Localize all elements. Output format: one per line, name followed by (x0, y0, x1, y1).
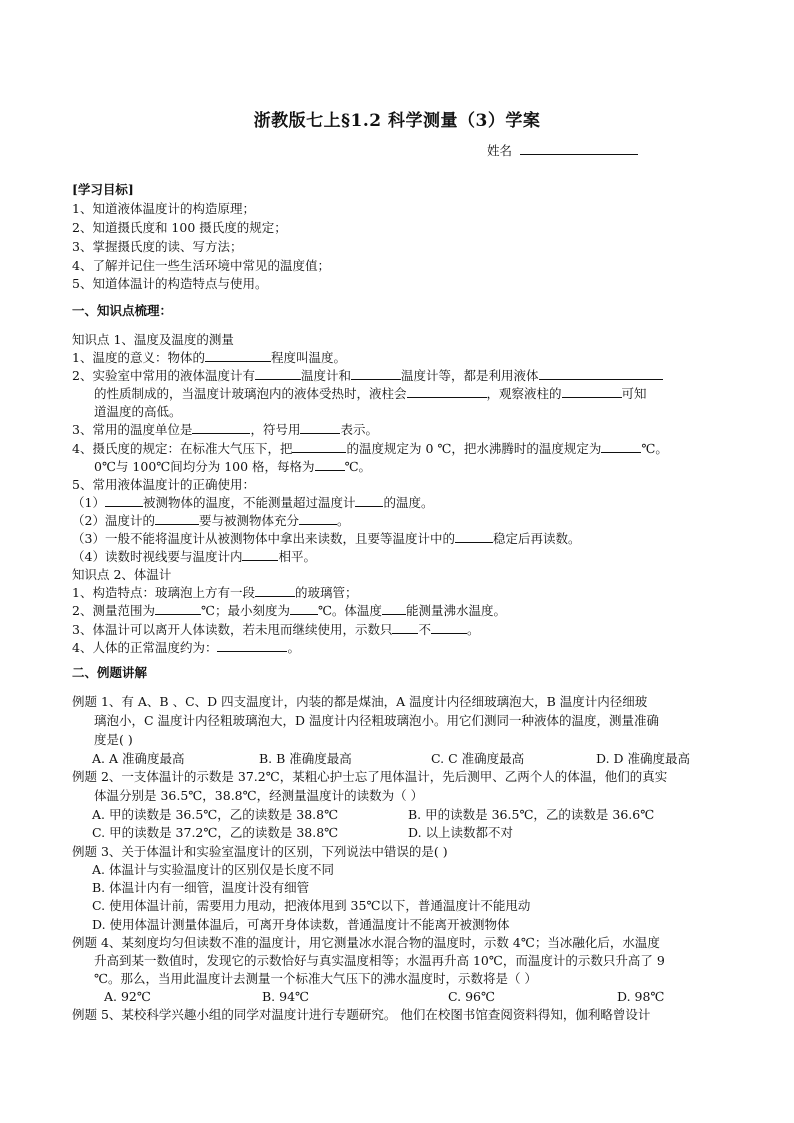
kp1-line-2b: 的性质制成的，当温度计玻璃泡内的液体受热时，液柱会 ，观察液柱的 可知 (94, 386, 647, 401)
blank[interactable] (242, 548, 278, 561)
blank[interactable] (155, 512, 199, 525)
blank[interactable] (431, 621, 467, 634)
objective-item: 4、了解并记住一些生活环境中常见的温度值； (72, 258, 330, 273)
example-4-option-a: A. 92℃ (104, 989, 151, 1004)
example-4-option-b: B. 94℃ (262, 989, 310, 1004)
example-4-line: 例题 4、某刻度均匀但读数不准的温度计，用它测量冰水混合物的温度时，示数 4℃；当冰融化后，水温度 (72, 935, 660, 950)
example-1-option-d: D. D 准确度最高 (596, 751, 691, 766)
blank[interactable] (300, 421, 340, 434)
kp1-line-5d: （4）读数时视线要与温度计内 相平。 (72, 549, 316, 564)
blank[interactable] (192, 421, 250, 434)
example-1-option-c: C. C 准确度最高 (431, 751, 525, 766)
example-4-line: 升高到某一数值时，发现它的示数恰好与真实温度相等；水温再升高 10℃，而温度计的示数只升高了 9 (94, 953, 665, 968)
blank[interactable] (255, 584, 295, 597)
example-1-option-b: B. B 准确度最高 (259, 751, 352, 766)
example-2-option-d: D. 以上读数都不对 (408, 825, 514, 840)
kp1-line-5a: （1） 被测物体的温度，不能测量超过温度计 的温度。 (72, 495, 434, 510)
kp1-line-5b: （2）温度计的 要与被测物体充分 。 (72, 513, 350, 528)
example-4-option-d: D. 98℃ (617, 989, 665, 1004)
kp2-line-1: 1、构造特点：玻璃泡上方有一段 的玻璃管； (72, 585, 358, 600)
kp1-line-5c: （3）一般不能将温度计从被测物体中拿出来读数，且要等温度计中的 稳定后再读数。 (72, 531, 581, 546)
example-2-option-a: A. 甲的读数是 36.5℃，乙的读数是 38.8℃ (92, 807, 339, 822)
kp1-line-4b: 0℃与 100℃间均分为 100 格，每格为 ℃。 (94, 459, 372, 474)
objective-item: 1、知道液体温度计的构造原理； (72, 201, 255, 216)
blank[interactable] (601, 440, 641, 453)
kp2-title: 知识点 2、体温计 (72, 567, 172, 582)
name-label: 姓名 (487, 143, 513, 158)
kp1-line-2c: 道温度的高低。 (94, 404, 182, 419)
blank[interactable] (217, 639, 287, 652)
kp1-line-4: 4、摄氏度的规定：在标准大气压下，把 的温度规定为 0 ℃，把水沸腾时的温度规定为 ℃。 (72, 441, 668, 456)
section1-heading: 一、知识点梳理： (72, 303, 173, 318)
kp1-line-2: 2、实验室中常用的液体温度计有 温度计和 温度计等，都是利用液体 (72, 367, 663, 384)
blank[interactable] (255, 367, 301, 380)
blank[interactable] (290, 602, 318, 615)
blank[interactable] (539, 367, 663, 380)
blank[interactable] (299, 512, 337, 525)
example-5-line: 例题 5、某校科学兴趣小组的同学对温度计进行专题研究。 他们在校图书馆查阅资料得知，伽利略曾设计 (72, 1007, 651, 1022)
example-2-option-b: B. 甲的读数是 36.5℃，乙的读数是 36.6℃ (408, 807, 655, 822)
blank[interactable] (392, 621, 418, 634)
example-3-option-a: A. 体温计与实验温度计的区别仅是长度不同 (92, 862, 334, 877)
example-3-option-d: D. 使用体温计测量体温后，可离开身体读数，普通温度计不能离开被测物体 (92, 917, 510, 932)
objective-item: 3、掌握摄氏度的读、写方法； (72, 239, 243, 254)
kp1-title: 知识点 1、温度及温度的测量 (72, 332, 234, 347)
blank[interactable] (292, 440, 346, 453)
example-1-line: 度是( ) (94, 732, 133, 747)
example-1-line: 璃泡小，C 温度计内径粗玻璃泡大，D 温度计内径粗玻璃泡小。用它们测同一种液体的温度，测量准确 (94, 713, 660, 728)
name-field-row (487, 141, 638, 159)
example-2-option-c: C. 甲的读数是 37.2℃，乙的读数是 38.8℃ (92, 825, 339, 840)
blank[interactable] (105, 494, 143, 507)
example-2-line: 体温分别是 36.5℃，38.8℃，经测量温度计的读数为（ ） (94, 788, 424, 803)
example-3-option-c: C. 使用体温计前，需要用力甩动，把液体甩到 35℃以下，普通温度计不能甩动 (92, 898, 531, 913)
objectives-heading: [学习目标] (72, 182, 134, 197)
blank[interactable] (155, 602, 201, 615)
example-4-line: ℃。那么，当用此温度计去测量一个标准大气压下的沸水温度时，示数将是（ ） (94, 971, 537, 986)
blank[interactable] (205, 349, 271, 362)
blank[interactable] (455, 530, 493, 543)
kp1-line-5: 5、常用液体温度计的正确使用： (72, 477, 255, 492)
blank[interactable] (407, 385, 487, 398)
example-3-line: 例题 3、关于体温计和实验室温度计的区别，下列说法中错误的是( ) (72, 844, 448, 859)
blank[interactable] (382, 602, 406, 615)
blank[interactable] (562, 385, 622, 398)
kp1-line-1: 1、温度的意义：物体的 程度叫温度。 (72, 350, 346, 365)
name-blank[interactable] (520, 141, 638, 155)
blank[interactable] (355, 494, 383, 507)
example-4-option-c: C. 96℃ (448, 989, 495, 1004)
section2-heading: 二、例题讲解 (72, 665, 148, 680)
page-title: 浙教版七上§1.2 科学测量（3）学案 (253, 111, 541, 131)
example-1-line: 例题 1、有 A、B 、C、D 四支温度计，内装的都是煤油，A 温度计内径细玻璃泡大，B 温度计内径细玻 (72, 694, 648, 709)
blank[interactable] (351, 367, 401, 380)
objective-item: 5、知道体温计的构造特点与使用。 (72, 276, 268, 291)
objective-item: 2、知道摄氏度和 100 摄氏度的规定； (72, 220, 287, 235)
kp2-line-2: 2、测量范围为 ℃；最小刻度为 ℃。体温度 能测量沸水温度。 (72, 603, 506, 618)
example-1-option-a: A. A 准确度最高 (92, 751, 185, 766)
kp1-line-3: 3、常用的温度单位是 ，符号用 表示。 (72, 422, 378, 437)
example-3-option-b: B. 体温计内有一细管，温度计没有细管 (92, 880, 310, 895)
kp2-line-3: 3、体温计可以离开人体读数，若未甩而继续使用，示数只 不 。 (72, 622, 480, 637)
example-2-line: 例题 2、一支体温计的示数是 37.2℃，某粗心护士忘了甩体温计，先后测甲、乙两个人的体温，他们的真实 (72, 769, 668, 784)
blank[interactable] (315, 458, 345, 471)
kp2-line-4: 4、人体的正常温度约为： 。 (72, 640, 300, 655)
